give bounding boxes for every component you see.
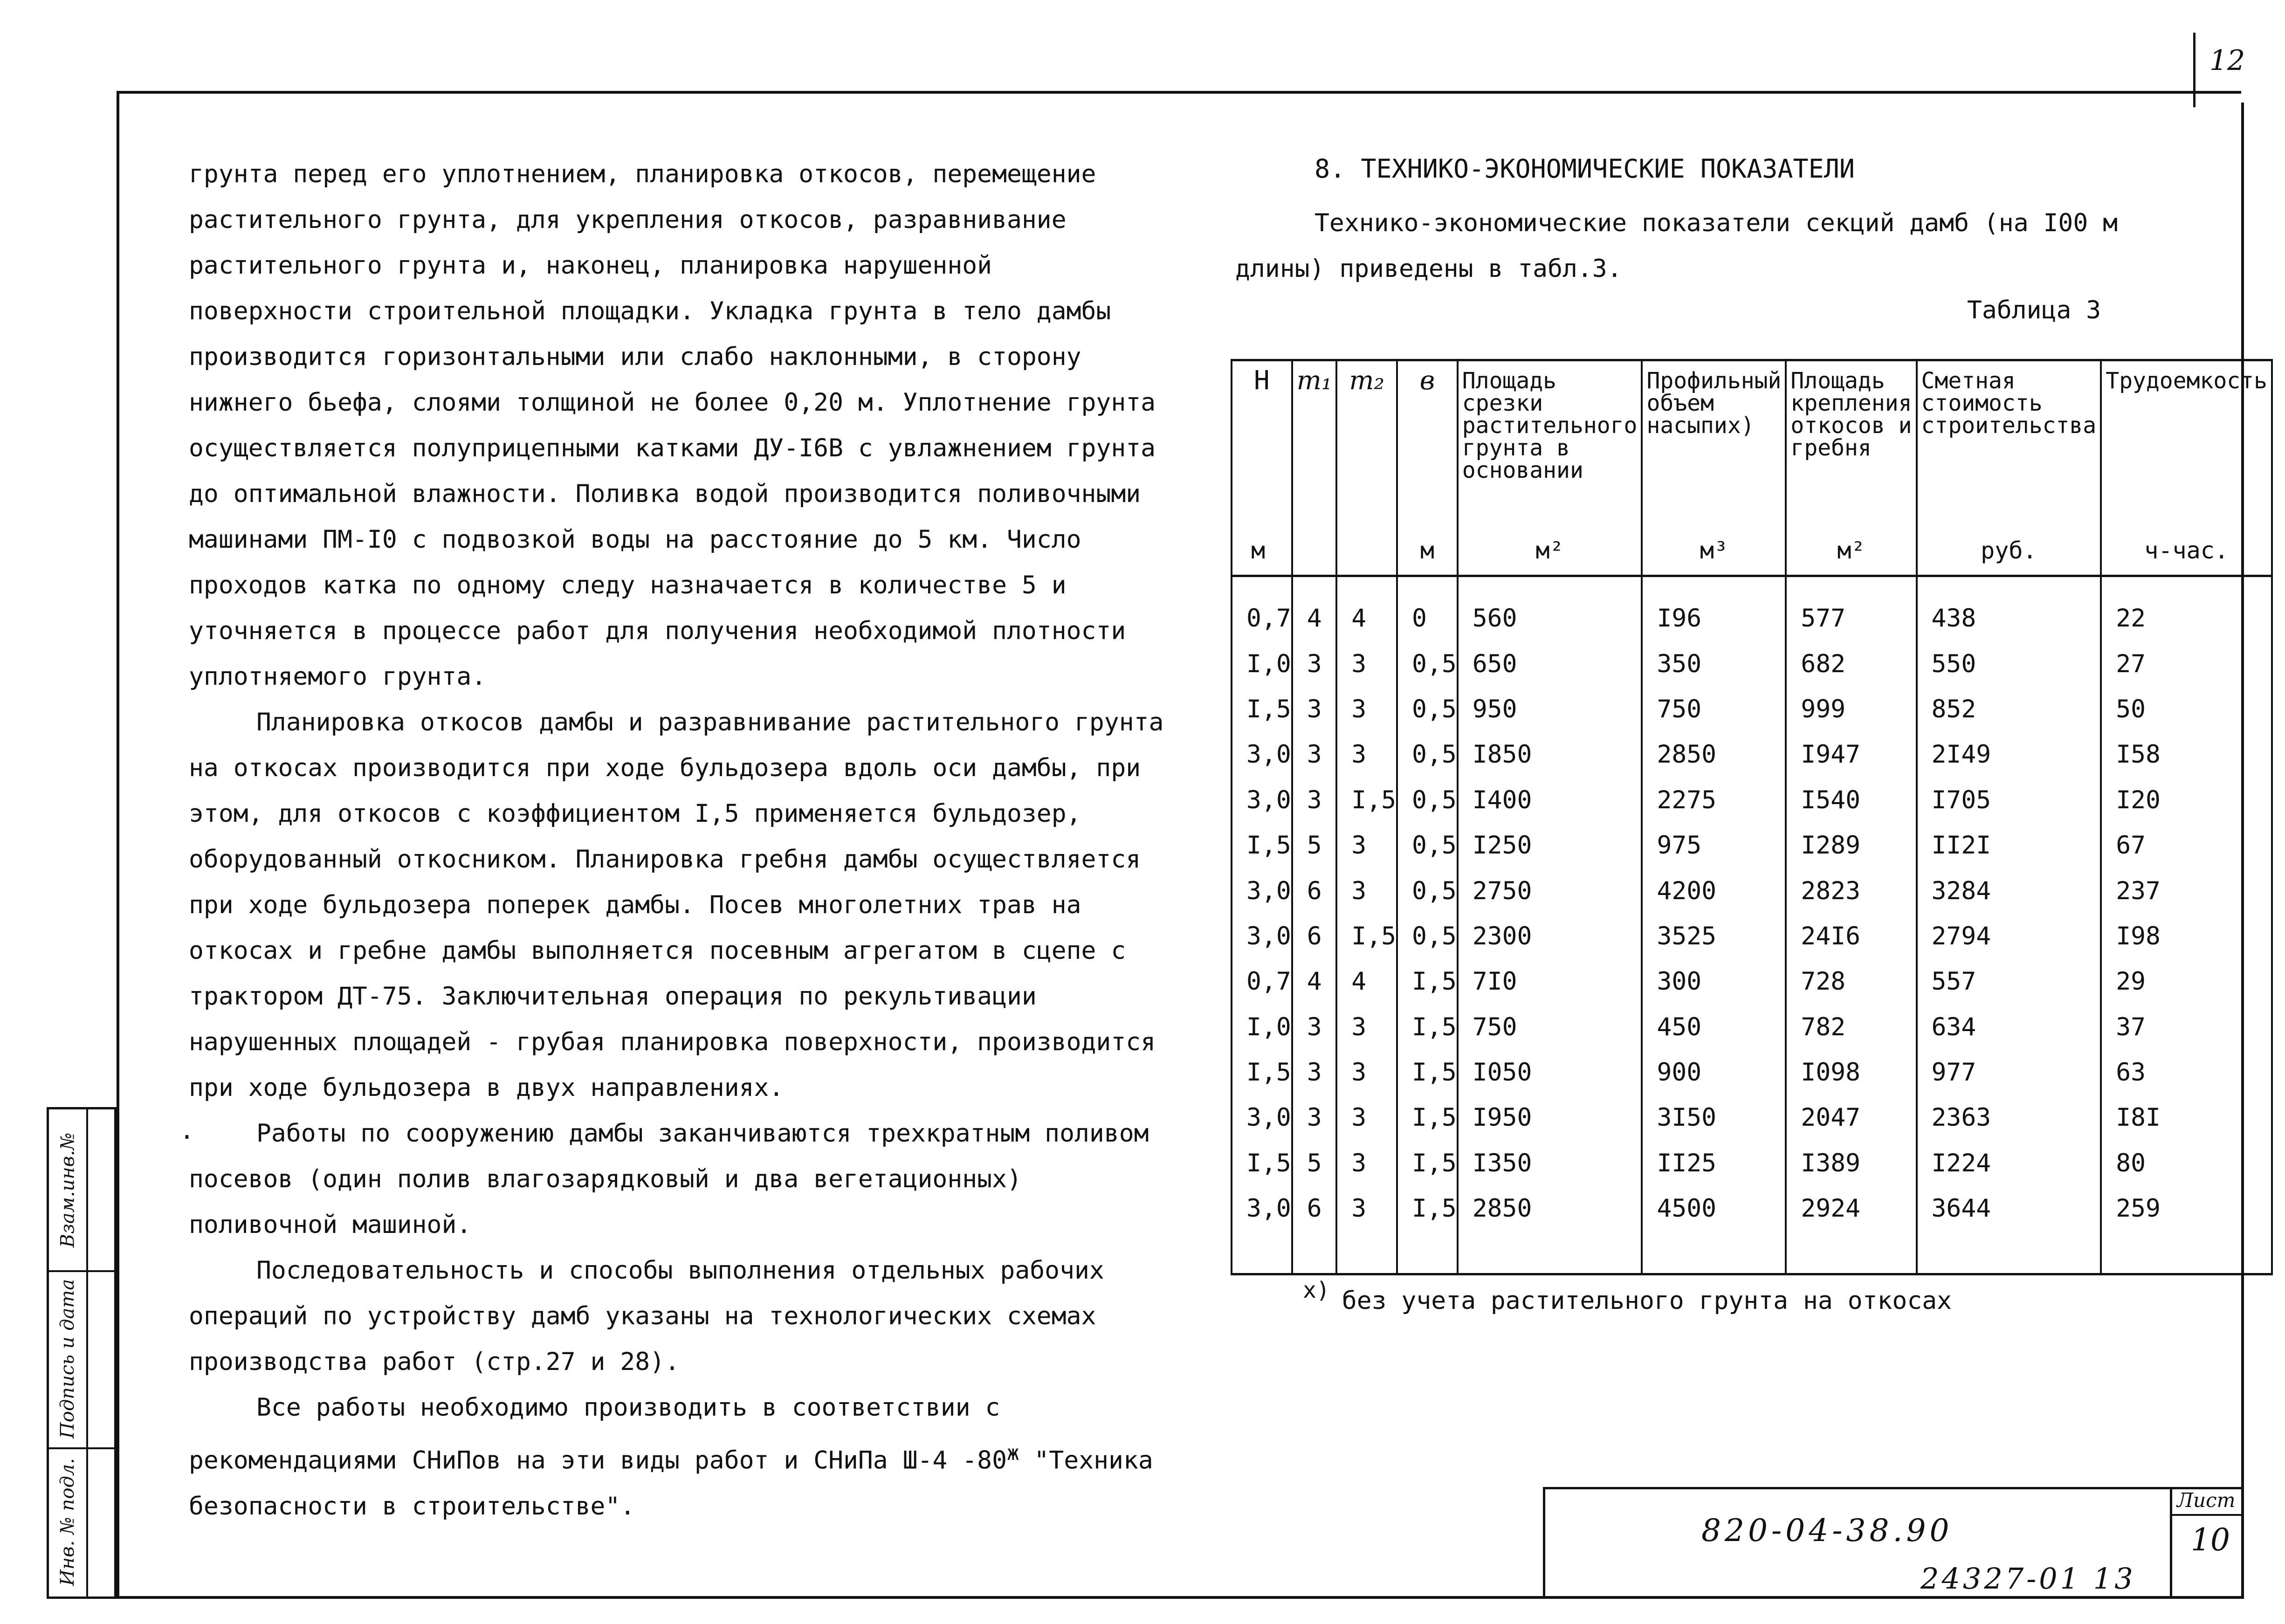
table-cell: I098 [1786, 1050, 1916, 1095]
footnote [1303, 1277, 1952, 1315]
table-spacer-cell [1917, 1231, 2101, 1274]
indicators-table [1231, 359, 2273, 1275]
table-cell: I947 [1786, 732, 1916, 777]
table-cell: 3 [1292, 1050, 1337, 1095]
header-h-label: Н [1254, 365, 1270, 396]
table-row [1232, 1050, 2272, 1095]
title-block-divider [2170, 1487, 2172, 1596]
table-cell: 750 [1458, 1005, 1642, 1050]
table-cell: 27 [2101, 641, 2272, 686]
table-cell: I400 [1458, 778, 1642, 823]
table-cell: 3525 [1642, 914, 1786, 959]
table-cell: 977 [1917, 1050, 2101, 1095]
table-cell: 3284 [1917, 868, 2101, 913]
table-caption: Таблица 3 [1967, 296, 2101, 324]
table-cell: II2I [1917, 823, 2101, 868]
table-cell: 237 [2101, 868, 2272, 913]
table-cell: 728 [1786, 959, 1916, 1004]
table-cell: 4 [1336, 576, 1397, 641]
header-m2 [1336, 360, 1397, 576]
table-cell: 634 [1917, 1005, 2101, 1050]
table-cell: 682 [1786, 641, 1916, 686]
safety-text-b: "Техника безопасности в строительстве". [189, 1446, 1153, 1521]
margin-dot: . [179, 1116, 194, 1145]
table-cell: 2850 [1642, 732, 1786, 777]
table-row [1232, 823, 2272, 868]
table-spacer-cell [2101, 1231, 2272, 1274]
table-cell: I540 [1786, 778, 1916, 823]
stamp-signature-label: Подпись и дата [57, 1279, 78, 1439]
table-cell: 3 [1292, 778, 1337, 823]
table-cell: 3,0 [1232, 1095, 1292, 1140]
body-text-column [189, 151, 1168, 1529]
table-cell: 37 [2101, 1005, 2272, 1050]
table-cell: I,5 [1336, 778, 1397, 823]
table-cell: 782 [1786, 1005, 1916, 1050]
table-spacer-cell [1642, 1231, 1786, 1274]
table-row [1232, 1186, 2272, 1231]
table-cell: 3 [1292, 732, 1337, 777]
table-cell: 350 [1642, 641, 1786, 686]
header-labor-unit: ч-час. [2144, 537, 2229, 564]
table-cell: 950 [1458, 687, 1642, 732]
header-lining-area [1786, 360, 1916, 576]
table-cell: 0,5 [1397, 868, 1458, 913]
title-block-sheet-line [2170, 1514, 2241, 1516]
section-title: 8. ТЕХНИКО-ЭКОНОМИЧЕСКИЕ ПОКАЗАТЕЛИ [1315, 154, 1855, 184]
table-row [1232, 914, 2272, 959]
table-cell: 3644 [1917, 1186, 2101, 1231]
paragraph-watering: Работы по сооружению дамбы заканчиваются трехкратным поливом посевов (один полив влагозарядковый и два вегетационных) поливочной машиной. [189, 1119, 1149, 1239]
table-cell: 50 [2101, 687, 2272, 732]
table-cell: 3 [1336, 1050, 1397, 1095]
table-cell: 2363 [1917, 1095, 2101, 1140]
table-spacer-cell [1232, 1231, 1292, 1274]
header-strip-area [1458, 360, 1642, 576]
table-cell: 3,0 [1232, 732, 1292, 777]
table-cell: 4200 [1642, 868, 1786, 913]
table-cell: I,5 [1397, 1186, 1458, 1231]
table-row [1232, 687, 2272, 732]
table-cell: 3 [1292, 1095, 1337, 1140]
corner-tick-line [2193, 33, 2196, 107]
table-cell: 67 [2101, 823, 2272, 868]
table-cell: I,5 [1397, 1050, 1458, 1095]
header-h-unit: м [1251, 537, 1266, 564]
stamp-replacement-cell [49, 1109, 86, 1270]
stamp-replacement-label: Взам.инв.№ [57, 1132, 78, 1247]
table-row [1232, 1141, 2272, 1186]
table-cell: 900 [1642, 1050, 1786, 1095]
table-cell: 3 [1336, 732, 1397, 777]
table-cell: II25 [1642, 1141, 1786, 1186]
table-cell: 63 [2101, 1050, 2272, 1095]
header-labor-label: Трудоемкость [2106, 368, 2267, 394]
table-cell: 2300 [1458, 914, 1642, 959]
table-cell: 3,0 [1232, 868, 1292, 913]
header-strip-area-unit: м² [1535, 537, 1564, 564]
header-b [1397, 360, 1458, 576]
table-cell: I050 [1458, 1050, 1642, 1095]
table-cell: 80 [2101, 1141, 2272, 1186]
header-h [1232, 360, 1292, 576]
table-spacer-cell [1397, 1231, 1458, 1274]
table-row [1232, 1005, 2272, 1050]
table-cell: I389 [1786, 1141, 1916, 1186]
stamp-divider [86, 1109, 88, 1596]
table-cell: I,0 [1232, 1005, 1292, 1050]
table-cell: 3 [1336, 823, 1397, 868]
table-cell: 3I50 [1642, 1095, 1786, 1140]
table-row [1232, 959, 2272, 1004]
table-spacer-cell [1336, 1231, 1397, 1274]
table-cell: 2750 [1458, 868, 1642, 913]
table-cell: 999 [1786, 687, 1916, 732]
table-cell: 560 [1458, 576, 1642, 641]
table-cell: I,5 [1397, 959, 1458, 1004]
table-cell: 6 [1292, 914, 1337, 959]
table-cell: 24I6 [1786, 914, 1916, 959]
table-bottom-spacer [1232, 1231, 2272, 1274]
header-m1-label: m₁ [1296, 365, 1332, 396]
page-corner-number: 12 [2209, 44, 2245, 77]
sheet-number: 10 [2191, 1522, 2230, 1558]
header-cost-unit: руб. [1981, 537, 2037, 564]
table-cell: I,0 [1232, 641, 1292, 686]
header-lining-area-unit: м² [1837, 537, 1865, 564]
header-labor [2101, 360, 2272, 576]
table-header-row [1232, 360, 2272, 576]
table-cell: 3 [1336, 1186, 1397, 1231]
paragraph-soil-work: грунта перед его уплотнением, планировка откосов, перемещение растительного грунта, для укрепления откосов, разравнивание растительного грунта и, наконец, планировка нарушенной поверхности строительной площадки. Укладка грунта в тело дамбы производится горизонтальными или слабо наклонными, в сторону нижнего бьефа, слоями толщиной не более 0,20 м. Уплотнение грунта осуществляется полуприцепными катками ДУ-I6В с увлажнением грунта до оптимальной влажности. Поливка водой производится поливочными машинами ПМ-I0 с подвозкой воды на расстояние до 5 км. Число проходов катка по одному следу назначается в количестве 5 и уточняется в процессе работ для получения необходимой плотности уплотняемого грунта. [189, 160, 1156, 691]
header-strip-area-label: Площадь срезки растительного грунта в основании [1462, 368, 1638, 483]
table-cell: 3,0 [1232, 778, 1292, 823]
table-cell: 6 [1292, 868, 1337, 913]
table-cell: 2850 [1458, 1186, 1642, 1231]
table-cell: 3 [1292, 1005, 1337, 1050]
table-cell: I,5 [1232, 687, 1292, 732]
table-cell: I850 [1458, 732, 1642, 777]
stamp-signature-cell [49, 1270, 86, 1447]
table-cell: I8I [2101, 1095, 2272, 1140]
table-cell: I,5 [1397, 1141, 1458, 1186]
header-m2-label: m₂ [1349, 365, 1384, 396]
table-cell: 0 [1397, 576, 1458, 641]
table-cell: 0,5 [1397, 823, 1458, 868]
table-cell: 2275 [1642, 778, 1786, 823]
table-cell: 975 [1642, 823, 1786, 868]
table-cell: 2I49 [1917, 732, 2101, 777]
footnote-mark: х) [1303, 1277, 1330, 1303]
table-cell: 4 [1292, 959, 1337, 1004]
table-cell: 3 [1336, 687, 1397, 732]
archive-number: 24327-01 13 [1920, 1562, 2136, 1596]
table-cell: 300 [1642, 959, 1786, 1004]
table-cell: I950 [1458, 1095, 1642, 1140]
table-cell: 4 [1336, 959, 1397, 1004]
intro-text: Технико-экономические показатели секций дамб (на I00 м длины) приведены в табл.3. [1235, 209, 2118, 283]
table-cell: 259 [2101, 1186, 2272, 1231]
header-fill-volume [1642, 360, 1786, 576]
frame-top-border [117, 91, 2241, 94]
table-cell: 438 [1917, 576, 2101, 641]
footnote-text: без учета растительного грунта на откосах [1342, 1287, 1952, 1315]
table-cell: 3,0 [1232, 914, 1292, 959]
table-cell: I250 [1458, 823, 1642, 868]
table-cell: 5 [1292, 1141, 1337, 1186]
table-cell: 3,0 [1232, 1186, 1292, 1231]
table-row [1232, 576, 2272, 641]
safety-mark: ж [1006, 1441, 1019, 1465]
table-cell: I,5 [1336, 914, 1397, 959]
table-cell: 2924 [1786, 1186, 1916, 1231]
table-cell: I58 [2101, 732, 2272, 777]
table-row [1232, 641, 2272, 686]
table-cell: 0,7 [1232, 959, 1292, 1004]
table-cell: I98 [2101, 914, 2272, 959]
table-cell: 3 [1292, 641, 1337, 686]
table-cell: 450 [1642, 1005, 1786, 1050]
sheet-label: Лист [2177, 1489, 2236, 1512]
table-cell: 852 [1917, 687, 2101, 732]
table-cell: I96 [1642, 576, 1786, 641]
header-cost [1917, 360, 2101, 576]
paragraph-safety [189, 1385, 1168, 1529]
table-cell: 3 [1336, 641, 1397, 686]
safety-text-a: Все работы необходимо производить в соответствии с рекомендациями СНиПов на эти виды работ и СНиПа Ш-4 -80 [189, 1393, 1007, 1475]
table-cell: 3 [1336, 1005, 1397, 1050]
margin-stamp [47, 1107, 117, 1599]
table-cell: I224 [1917, 1141, 2101, 1186]
table-cell: I,5 [1232, 1050, 1292, 1095]
table-spacer-cell [1786, 1231, 1916, 1274]
document-number: 820-04-38.90 [1701, 1513, 1953, 1548]
table-cell: 0,5 [1397, 914, 1458, 959]
table-cell: 550 [1917, 641, 2101, 686]
header-b-label: в [1419, 365, 1435, 396]
table-cell: 3 [1336, 1141, 1397, 1186]
table-cell: I,5 [1232, 823, 1292, 868]
table-cell: 5 [1292, 823, 1337, 868]
paragraph-slope-planning: Планировка откосов дамбы и разравнивание растительного грунта на откосах производится при ходе бульдозера вдоль оси дамбы, при этом, для откосов с коэффициентом I,5 применяется бульдозер, оборудованный откосником. Планировка гребня дамбы осуществляется при ходе бульдозера поперек дамбы. Посев многолетних трав на откосах и гребне дамбы выполняется посевным агрегатом в сцепе с трактором ДТ-75. Заключительная операция по рекультивации нарушенных площадей - грубая планировка поверхности, производится при ходе бульдозера в двух направлениях. [189, 708, 1164, 1102]
header-b-unit: м [1420, 537, 1434, 564]
table-cell: 0,5 [1397, 778, 1458, 823]
table-cell: 2794 [1917, 914, 2101, 959]
table-cell: 577 [1786, 576, 1916, 641]
table-body [1232, 576, 2272, 1274]
table-cell: 3 [1292, 687, 1337, 732]
frame-bottom-border [117, 1596, 2244, 1599]
table-cell: I350 [1458, 1141, 1642, 1186]
table-cell: 29 [2101, 959, 2272, 1004]
table-cell: 650 [1458, 641, 1642, 686]
table-cell: 4 [1292, 576, 1337, 641]
table-cell: 3 [1336, 868, 1397, 913]
table-cell: I,5 [1232, 1141, 1292, 1186]
table-cell: I705 [1917, 778, 2101, 823]
table-cell: 6 [1292, 1186, 1337, 1231]
table-cell: 750 [1642, 687, 1786, 732]
stamp-inventory-cell [49, 1447, 86, 1596]
table-spacer-cell [1292, 1231, 1337, 1274]
section-intro [1235, 200, 2214, 292]
table-cell: 2823 [1786, 868, 1916, 913]
table-cell: 4500 [1642, 1186, 1786, 1231]
table-cell: 7I0 [1458, 959, 1642, 1004]
table-cell: 0,5 [1397, 732, 1458, 777]
frame-left-border [117, 91, 119, 1599]
header-lining-area-label: Площадь крепления откосов и гребня [1790, 368, 1912, 461]
table-cell: I289 [1786, 823, 1916, 868]
table-row [1232, 1095, 2272, 1140]
table-cell: 2047 [1786, 1095, 1916, 1140]
header-fill-volume-label: Профильный объем насыпих) [1646, 368, 1782, 439]
table-row [1232, 778, 2272, 823]
table-cell: 3 [1336, 1095, 1397, 1140]
table-cell: 22 [2101, 576, 2272, 641]
header-cost-label: Сметная стоимость строительства [1921, 368, 2097, 439]
table-cell: 557 [1917, 959, 2101, 1004]
table-spacer-cell [1458, 1231, 1642, 1274]
table-cell: 0,5 [1397, 641, 1458, 686]
paragraph-sequence: Последовательность и способы выполнения отдельных рабочих операций по устройству дамб указаны на технологических схемах производства работ (стр.27 и 28). [189, 1256, 1104, 1376]
table-cell: 0,7 [1232, 576, 1292, 641]
table-row [1232, 868, 2272, 913]
table-cell: I,5 [1397, 1005, 1458, 1050]
header-fill-volume-unit: м³ [1700, 537, 1728, 564]
table-row [1232, 732, 2272, 777]
table-cell: 0,5 [1397, 687, 1458, 732]
stamp-inventory-label: Инв. № подл. [57, 1458, 79, 1586]
table-cell: I20 [2101, 778, 2272, 823]
header-m1 [1292, 360, 1337, 576]
table-cell: I,5 [1397, 1095, 1458, 1140]
